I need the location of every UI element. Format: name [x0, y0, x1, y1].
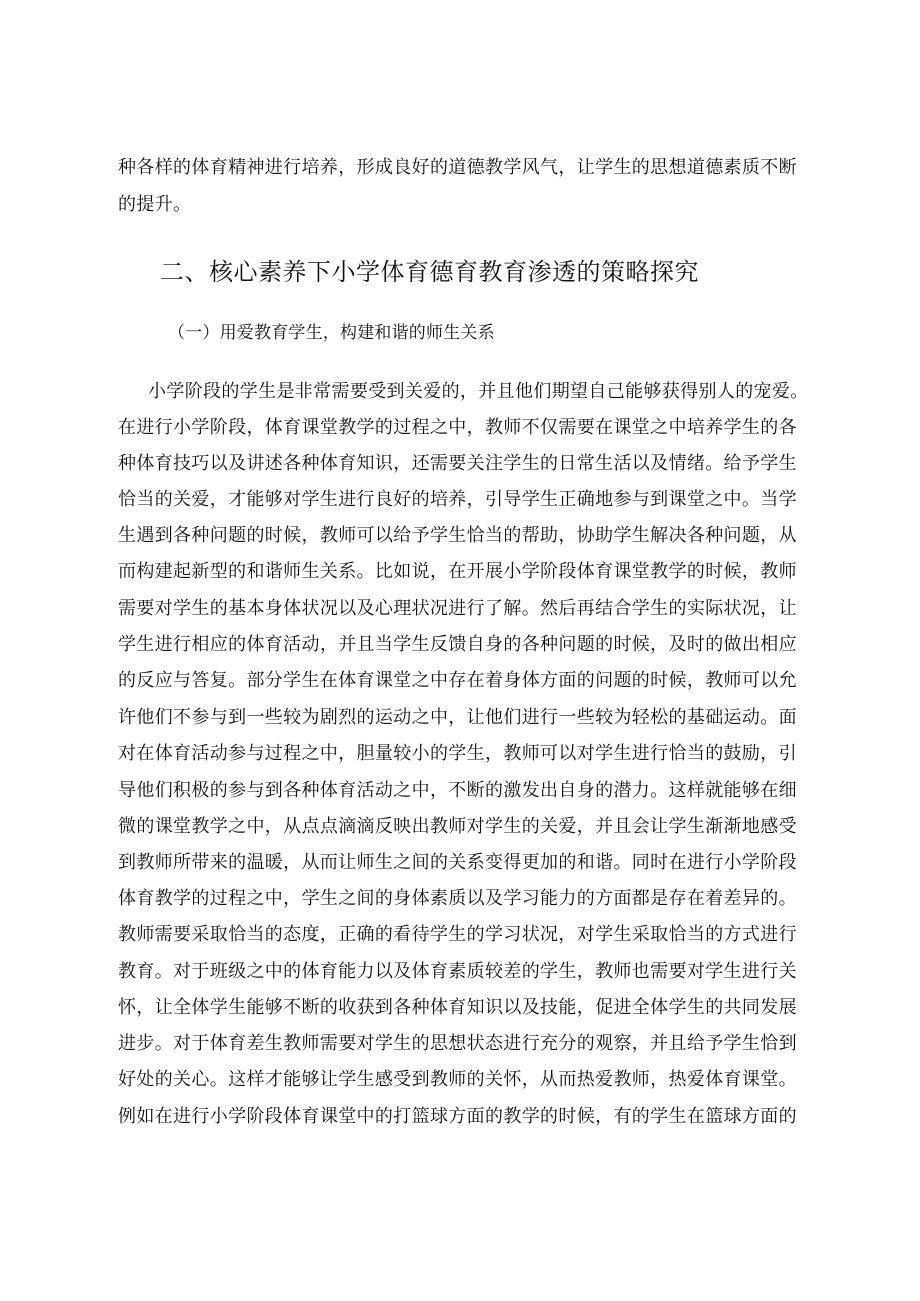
- paragraph-line: 怀，让全体学生能够不断的收获到各种体育知识以及技能，促进全体学生的共同发展: [118, 997, 797, 1018]
- section-heading: 二、核心素养下小学体育德育教育渗透的策略探究: [160, 258, 699, 286]
- paragraph-line: 在进行小学阶段，体育课堂教学的过程之中，教师不仅需要在课堂之中培养学生的各: [118, 417, 797, 438]
- intro-line: 种各样的体育精神进行培养，形成良好的道德教学风气，让学生的思想道德素质不断: [118, 157, 797, 178]
- intro-line: 的提升。: [118, 194, 192, 215]
- paragraph-line: 而构建起新型的和谐师生关系。比如说，在开展小学阶段体育课堂教学的时候，教师: [118, 561, 797, 582]
- paragraph-line: 教育。对于班级之中的体育能力以及体育素质较差的学生，教师也需要对学生进行关: [118, 961, 797, 982]
- paragraph-line: 微的课堂教学之中，从点点滴滴反映出教师对学生的关爱，并且会让学生渐渐地感受: [118, 816, 797, 837]
- paragraph-line: 恰当的关爱，才能够对学生进行良好的培养，引导学生正确地参与到课堂之中。当学: [118, 489, 797, 510]
- paragraph-line: 种体育技巧以及讲述各种体育知识，还需要关注学生的日常生活以及情绪。给予学生: [118, 453, 797, 474]
- paragraph-line: 需要对学生的基本身体状况以及心理状况进行了解。然后再结合学生的实际状况，让: [118, 598, 797, 619]
- paragraph-line: 好处的关心。这样才能够让学生感受到教师的关怀，从而热爱教师，热爱体育课堂。: [118, 1069, 797, 1090]
- paragraph-line: 学生进行相应的体育活动，并且当学生反馈自身的各种问题的时候，及时的做出相应: [118, 634, 797, 655]
- paragraph-line: 导他们积极的参与到各种体育活动之中，不断的激发出自身的潜力。这样就能够在细: [118, 780, 797, 801]
- paragraph-line: 例如在进行小学阶段体育课堂中的打篮球方面的教学的时候，有的学生在篮球方面的: [118, 1106, 797, 1127]
- paragraph-line: 教师需要采取恰当的态度，正确的看待学生的学习状况，对学生采取恰当的方式进行: [118, 924, 797, 945]
- paragraph-line: 到教师所带来的温暖，从而让师生之间的关系变得更加的和谐。同时在进行小学阶段: [118, 852, 797, 873]
- paragraph-line: 许他们不参与到一些较为剧烈的运动之中，让他们进行一些较为轻松的基础运动。面: [118, 707, 797, 728]
- paragraph-line: 体育教学的过程之中，学生之间的身体素质以及学习能力的方面都是存在着差异的。: [118, 888, 797, 909]
- paragraph-line: 生遇到各种问题的时候，教师可以给予学生恰当的帮助，协助学生解决各种问题，从: [118, 525, 797, 546]
- paragraph-first-line: 小学阶段的学生是非常需要受到关爱的，并且他们期望自己能够获得别人的宠爱。: [148, 381, 809, 402]
- paragraph-line: 进步。对于体育差生教师需要对学生的思想状态进行充分的观察，并且给予学生恰到: [118, 1033, 797, 1054]
- paragraph-line: 的反应与答复。部分学生在体育课堂之中存在着身体方面的问题的时候，教师可以允: [118, 670, 797, 691]
- paragraph-line: 对在体育活动参与过程之中，胆量较小的学生，教师可以对学生进行恰当的鼓励，引: [118, 743, 797, 764]
- subsection-heading: （一）用爱教育学生，构建和谐的师生关系: [168, 323, 495, 343]
